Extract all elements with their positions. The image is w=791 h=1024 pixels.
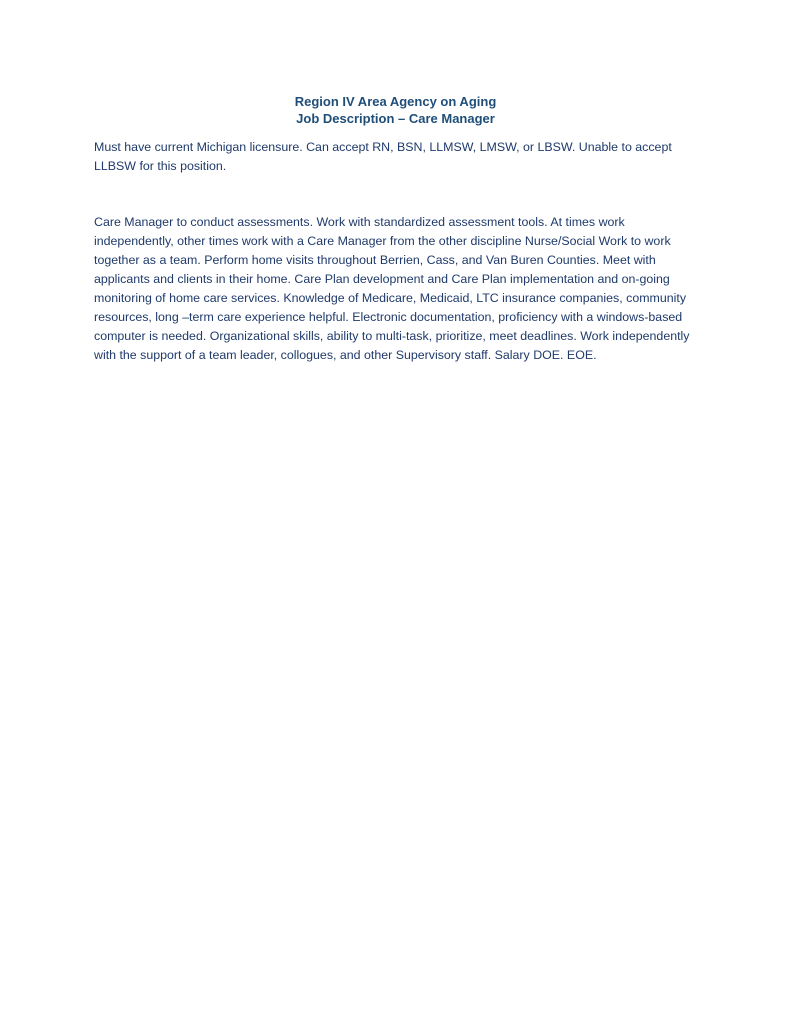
document-header — [0, 93, 791, 127]
licensure-paragraph: Must have current Michigan licensure. Can accept RN, BSN, LLMSW, LMSW, or LBSW. Unable to accept LLBSW for this position. — [94, 140, 672, 173]
job-title: Job Description – Care Manager — [296, 111, 495, 126]
job-description-paragraph: Care Manager to conduct assessments. Work with standardized assessment tools. At times work independently, other times work with a Care Manager from the other discipline Nurse/Social Work to work together as a team. Perform home visits throughout Berrien, Cass, and Van Buren Counties. Meet with applicants and clients in their home. Care Plan development and Care Plan implementation and on-going monitoring of home care services. Knowledge of Medicare, Medicaid, LTC insurance companies, community resources, long –term care experience helpful. Electronic documentation, proficiency with a windows-based computer is needed. Organizational skills, ability to multi-task, prioritize, meet deadlines. Work independently with the support of a team leader, collogues, and other Supervisory staff. Salary DOE. EOE. — [94, 215, 690, 362]
organization-title: Region IV Area Agency on Aging — [294, 94, 497, 109]
